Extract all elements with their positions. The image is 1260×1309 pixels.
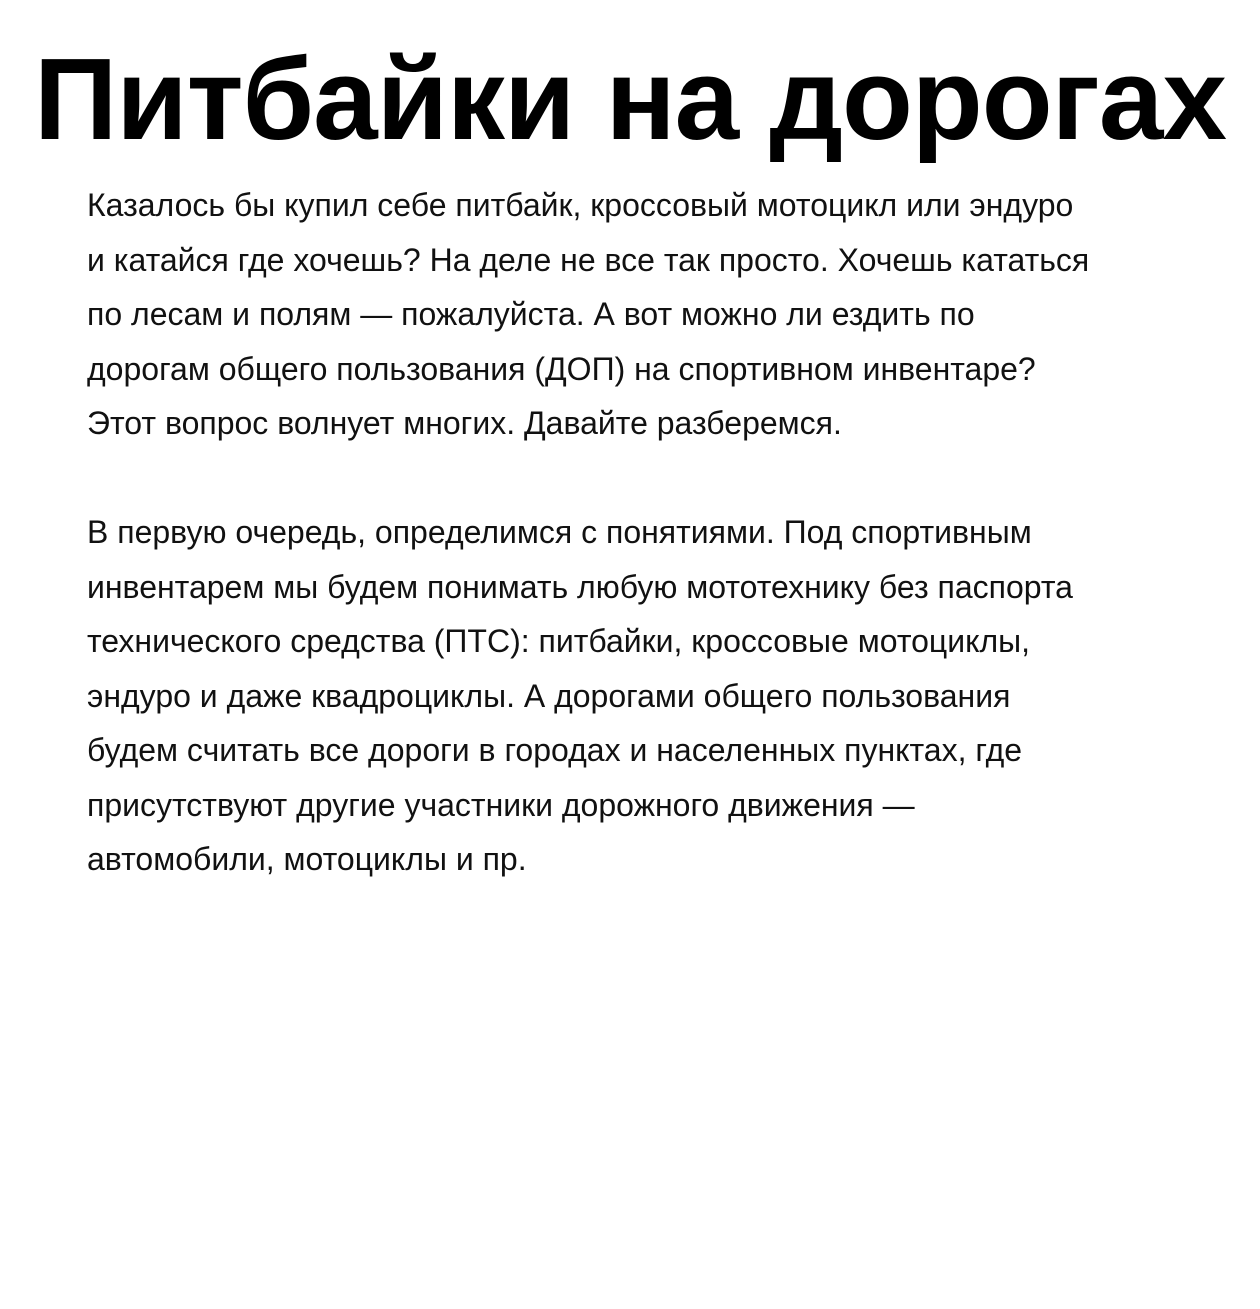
paragraph-line: инвентарем мы будем понимать любую мототехнику без паспорта	[87, 568, 1073, 605]
paragraph-line: автомобили, мотоциклы и пр.	[87, 841, 527, 877]
paragraph-line: В первую очередь, определимся с понятиями. Под спортивным	[87, 514, 1032, 550]
article-body	[87, 178, 1187, 941]
paragraph-line: технического средства (ПТС): питбайки, кроссовые мотоциклы,	[87, 623, 1031, 659]
paragraph-line: будем считать все дороги в городах и населенных пунктах, где	[87, 732, 1023, 768]
article-title: Питбайки на дорогах	[34, 34, 1226, 164]
paragraph-line: Этот вопрос волнует многих. Давайте разберемся.	[87, 405, 842, 441]
paragraph-line: дорогам общего пользования (ДОП) на спортивном инвентаре?	[87, 350, 1036, 387]
paragraph-line: по лесам и полям — пожалуйста. А вот можно ли ездить по	[87, 296, 975, 332]
paragraph-line: Казалось бы купил себе питбайк, кроссовый мотоцикл или эндуро	[87, 187, 1074, 223]
paragraph-line: эндуро и даже квадроциклы. А дорогами общего пользования	[87, 677, 1011, 714]
paragraph-definitions	[87, 505, 1187, 887]
paragraph-line: присутствуют другие участники дорожного движения —	[87, 786, 915, 823]
paragraph-line: и катайся где хочешь? На деле не все так просто. Хочешь кататься	[87, 241, 1090, 278]
paragraph-intro	[87, 178, 1187, 451]
